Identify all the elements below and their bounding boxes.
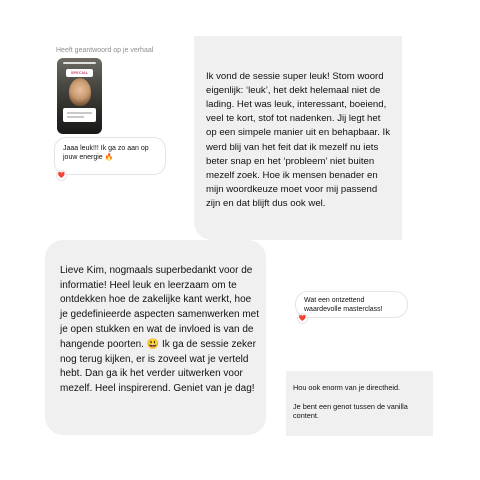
story-question-card <box>63 108 96 122</box>
message-bubble-thanks[interactable] <box>45 240 266 435</box>
message-text: Lieve Kim, nogmaals superbedankt voor de informatie! Heel leuk en leerzaam om te ontdekken hoe de zakelijke kant werkt, hoe je gedefinieerde aspecten samenwerken met je open stukken en wat de invloed is van de hangende poorten. 😃 Ik ga de sessie zeker nog terug kijken, er is zoveel wat je verteld hebt. Dan ga ik het verder uitwerken voor mezelf. Heel inspirerend. Geniet van je dag! <box>60 264 260 395</box>
story-photo-person <box>69 78 91 106</box>
message-text-line-2: Je bent een genot tussen de vanilla content. <box>293 401 408 420</box>
message-text: Ik vond de sessie super leuk! Stom woord eigenlijk: ‘leuk’, het dekt helemaal niet de lading. Het was leuk, interessant, boeiend, veel te kort, stof tot nadenken. Jij legt het op een simpele manier uit en behapbaar. Ik werd blij van het feit dat ik mezelf nu iets beter snap en het ‘probleem’ niet buiten mezelf zoek. Hoe ik mensen benader en mijn woordkeuze moet voor mij passend zijn en dat blijft dus ook wel. <box>206 71 391 209</box>
story-sticker: SPECIAL <box>66 69 93 77</box>
story-reply-caption: Heeft geantwoord op je verhaal <box>56 47 154 54</box>
message-text-line-1: Hou ook enorm van je directheid. <box>293 383 401 392</box>
message-text: Jaaa leuk!!! Ik ga zo aan op jouw energie 🔥 <box>63 145 149 161</box>
message-bubble-session-feedback[interactable] <box>194 36 402 240</box>
heart-reaction-icon[interactable]: ❤️ <box>297 313 308 324</box>
message-bubble-story-reply[interactable] <box>54 137 166 175</box>
message-text: Wat een ontzettend waardevolle masterclass! <box>304 297 383 313</box>
story-thumbnail[interactable] <box>57 58 102 134</box>
story-progress-bar <box>63 62 96 64</box>
message-bubble-masterclass[interactable] <box>295 291 408 318</box>
heart-reaction-icon[interactable]: ❤️ <box>56 170 67 181</box>
message-bubble-directness[interactable] <box>286 371 433 436</box>
